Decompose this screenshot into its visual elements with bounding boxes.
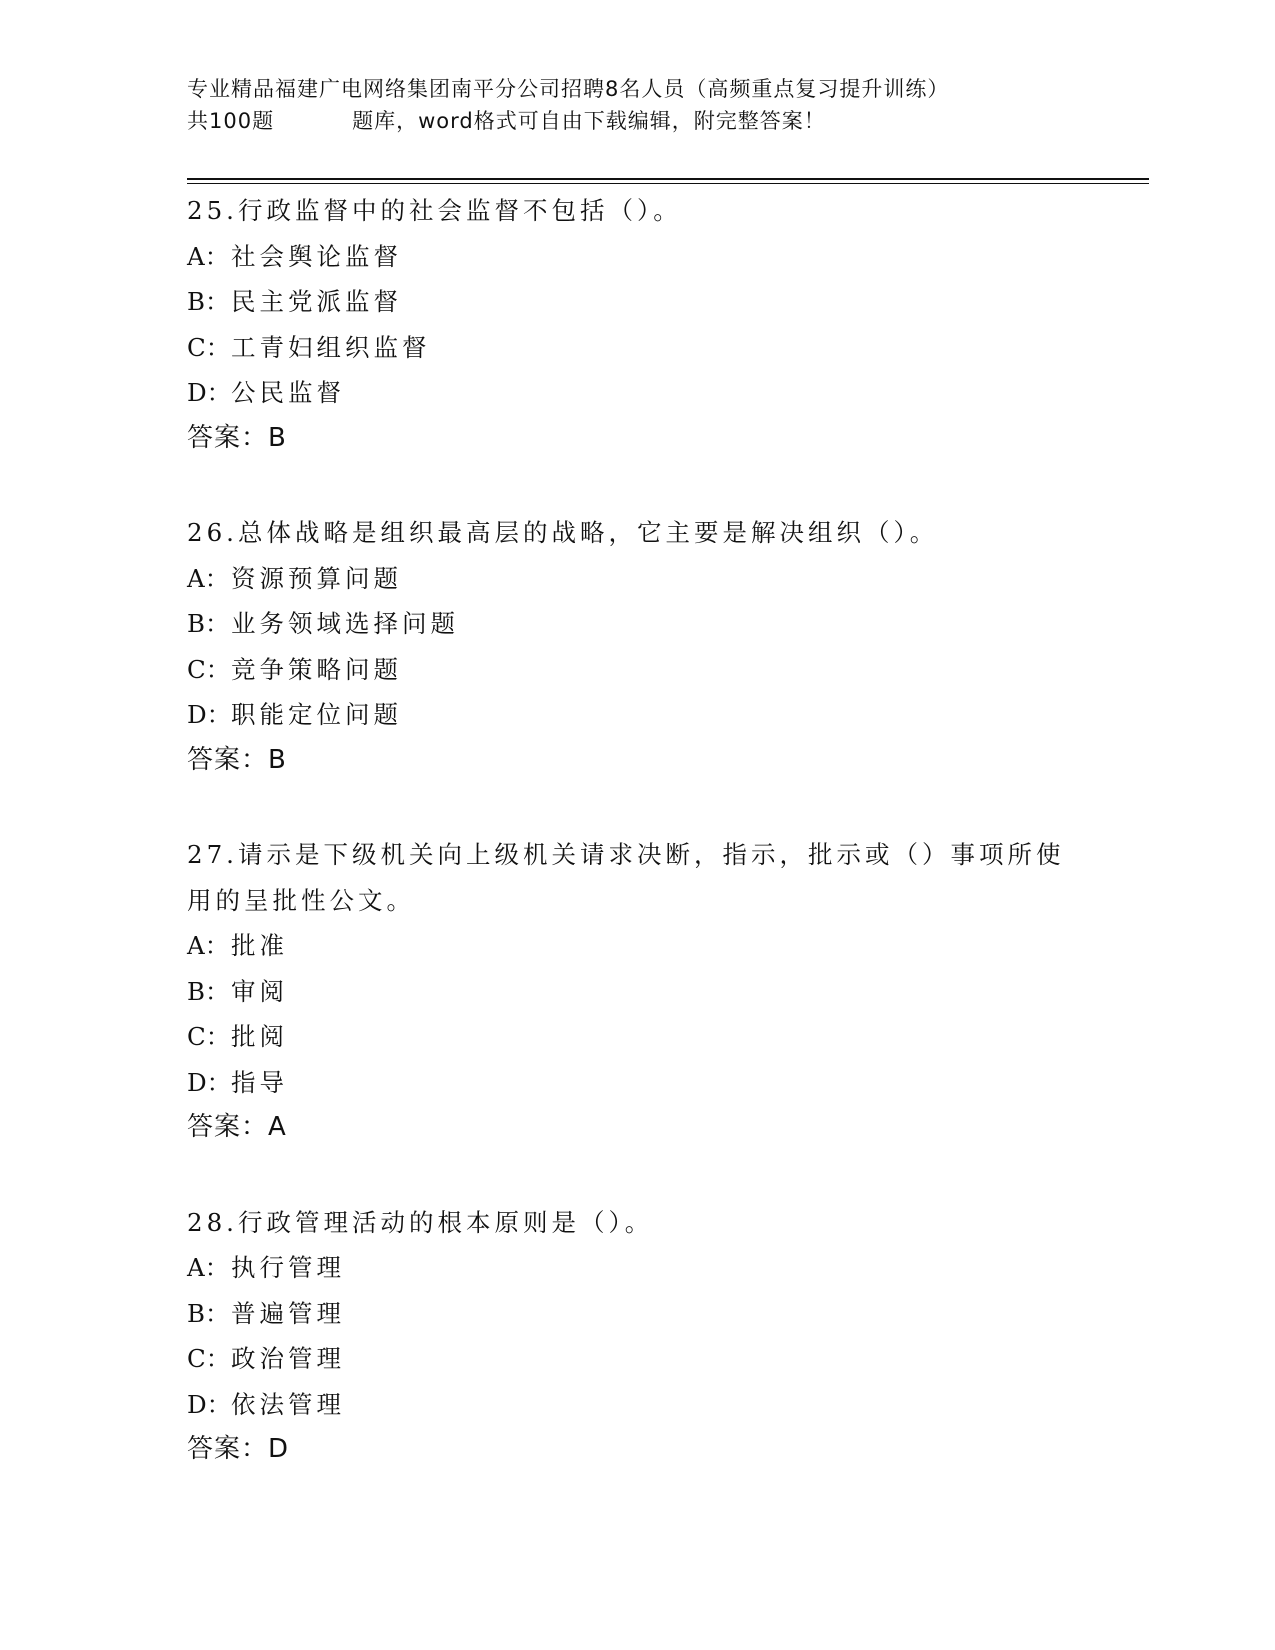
question-26 [187, 510, 1087, 783]
option-text: 普遍管理 [231, 1298, 345, 1328]
option-key: B： [187, 976, 230, 1006]
header-title: 专业精品福建广电网络集团南平分公司招聘8名人员（高频重点复习提升训练） [187, 77, 950, 101]
option-key: B： [187, 609, 230, 638]
answer: 答案：B [187, 744, 287, 775]
question-stem: 28.行政管理活动的根本原则是（）。 [187, 1207, 654, 1237]
question-stem: 26.总体战略是组织最高层的战略，它主要是解决组织（）。 [187, 518, 939, 547]
option-text: 社会舆论监督 [231, 241, 402, 271]
option-text: 工青妇组织监督 [231, 332, 431, 362]
option-text: 执行管理 [231, 1253, 345, 1282]
option-key: C： [187, 1022, 231, 1051]
option-a [187, 1245, 1087, 1291]
option-b [187, 601, 1087, 647]
option-c [187, 1336, 1087, 1382]
option-text: 批阅 [231, 1022, 288, 1051]
option-text: 竞争策略问题 [231, 654, 402, 684]
option-c [187, 1014, 1087, 1060]
option-text: 依法管理 [231, 1389, 345, 1419]
option-key: C： [187, 332, 231, 362]
option-key: D： [187, 378, 232, 407]
header-note: 题库，word格式可自由下载编辑，附完整答案！ [352, 109, 826, 133]
option-b [187, 969, 1087, 1015]
option-b [187, 1291, 1087, 1337]
option-key: D： [187, 1389, 232, 1419]
option-key: D： [187, 1067, 232, 1097]
option-d [187, 370, 1087, 416]
question-count: 共100题 [187, 109, 275, 133]
question-list [187, 188, 1087, 1522]
option-a [187, 556, 1087, 602]
option-key: A： [187, 241, 230, 271]
question-27 [187, 832, 1087, 1151]
option-c [187, 647, 1087, 693]
option-text: 资源预算问题 [231, 563, 402, 593]
option-key: C： [187, 1344, 231, 1373]
option-key: A： [187, 931, 230, 960]
option-key: A： [187, 1253, 230, 1282]
option-key: C： [187, 654, 231, 684]
option-text: 政治管理 [231, 1344, 345, 1373]
question-25 [187, 188, 1087, 461]
option-key: A： [187, 563, 230, 593]
option-text: 业务领域选择问题 [231, 609, 459, 638]
option-d [187, 1060, 1087, 1106]
document-header [187, 73, 1147, 137]
option-key: D： [187, 700, 232, 729]
question-stem: 25.行政监督中的社会监督不包括（）。 [187, 196, 682, 225]
option-text: 民主党派监督 [231, 287, 402, 316]
option-text: 批准 [231, 931, 288, 960]
question-28 [187, 1200, 1087, 1473]
option-b [187, 279, 1087, 325]
question-stem-continued: 用的呈批性公文。 [187, 885, 415, 915]
option-text: 审阅 [231, 976, 288, 1006]
answer: 答案：A [187, 1112, 287, 1142]
option-key: B： [187, 287, 230, 316]
option-text: 职能定位问题 [231, 700, 402, 729]
header-subtitle [187, 105, 1147, 137]
option-d [187, 1382, 1087, 1428]
option-a [187, 923, 1087, 969]
answer: 答案：B [187, 422, 287, 453]
option-c [187, 325, 1087, 371]
option-a [187, 234, 1087, 280]
answer: 答案：D [187, 1434, 290, 1464]
option-d [187, 692, 1087, 738]
question-stem: 27.请示是下级机关向上级机关请求决断，指示，批示或（）事项所使 [187, 840, 1065, 869]
option-text: 指导 [231, 1067, 288, 1097]
option-key: B： [187, 1298, 230, 1328]
header-rule-thin [187, 183, 1149, 184]
option-text: 公民监督 [231, 378, 345, 407]
header-rule-thick [187, 178, 1149, 180]
